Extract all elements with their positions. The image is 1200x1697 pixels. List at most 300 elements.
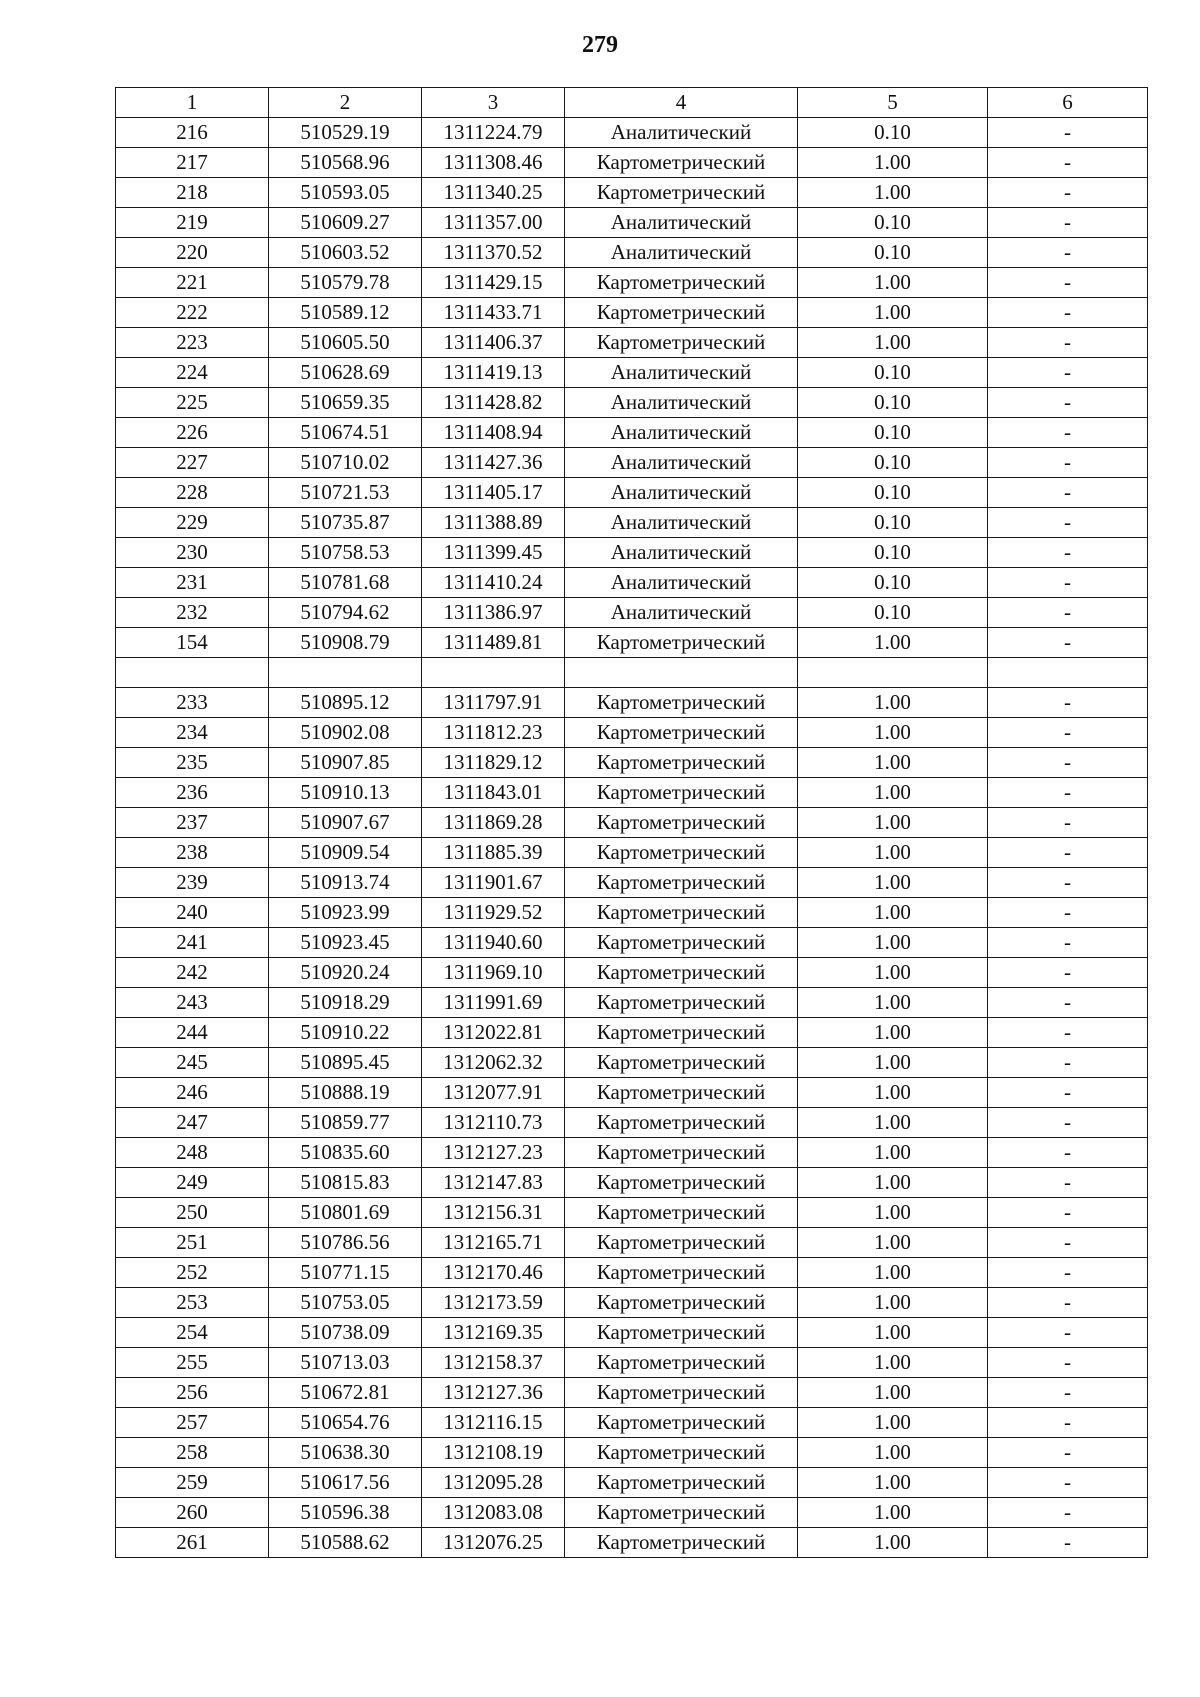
cell-coordinate-y: 1311405.17	[422, 478, 565, 508]
cell-coordinate-x: 510895.12	[269, 688, 422, 718]
cell-point-number: 250	[116, 1198, 269, 1228]
cell-method: Картометрический	[565, 1258, 798, 1288]
table-row	[116, 1408, 1148, 1438]
coordinates-table	[115, 87, 1148, 1558]
table-row	[116, 1468, 1148, 1498]
cell-accuracy: 1.00	[798, 328, 988, 358]
table-row	[116, 1498, 1148, 1528]
table-row	[116, 1288, 1148, 1318]
cell-accuracy: 1.00	[798, 1318, 988, 1348]
cell-method: Аналитический	[565, 208, 798, 238]
cell-coordinate-y: 1311901.67	[422, 868, 565, 898]
cell-method: Картометрический	[565, 148, 798, 178]
cell-point-number	[116, 658, 269, 688]
cell-note: -	[988, 1198, 1148, 1228]
table-row	[116, 658, 1148, 688]
cell-coordinate-x: 510654.76	[269, 1408, 422, 1438]
cell-coordinate-y: 1311308.46	[422, 148, 565, 178]
cell-accuracy: 0.10	[798, 478, 988, 508]
cell-note: -	[988, 268, 1148, 298]
cell-accuracy: 0.10	[798, 538, 988, 568]
cell-coordinate-y: 1311357.00	[422, 208, 565, 238]
cell-point-number: 251	[116, 1228, 269, 1258]
cell-method: Картометрический	[565, 958, 798, 988]
cell-accuracy: 1.00	[798, 808, 988, 838]
cell-note: -	[988, 1048, 1148, 1078]
cell-method: Аналитический	[565, 418, 798, 448]
cell-coordinate-x: 510529.19	[269, 118, 422, 148]
cell-coordinate-x: 510609.27	[269, 208, 422, 238]
cell-accuracy: 1.00	[798, 748, 988, 778]
cell-point-number: 241	[116, 928, 269, 958]
table-row	[116, 1198, 1148, 1228]
cell-method: Картометрический	[565, 1348, 798, 1378]
cell-accuracy: 0.10	[798, 508, 988, 538]
cell-coordinate-x: 510579.78	[269, 268, 422, 298]
cell-coordinate-x: 510907.85	[269, 748, 422, 778]
cell-accuracy: 1.00	[798, 148, 988, 178]
cell-note: -	[988, 778, 1148, 808]
cell-point-number: 240	[116, 898, 269, 928]
cell-accuracy: 1.00	[798, 1288, 988, 1318]
cell-method: Картометрический	[565, 838, 798, 868]
cell-accuracy: 1.00	[798, 1408, 988, 1438]
cell-point-number: 256	[116, 1378, 269, 1408]
cell-point-number: 254	[116, 1318, 269, 1348]
cell-note: -	[988, 1258, 1148, 1288]
cell-coordinate-y: 1312062.32	[422, 1048, 565, 1078]
cell-accuracy: 0.10	[798, 238, 988, 268]
cell-method: Аналитический	[565, 568, 798, 598]
cell-note: -	[988, 508, 1148, 538]
table-row	[116, 868, 1148, 898]
table-row	[116, 1378, 1148, 1408]
cell-coordinate-x: 510758.53	[269, 538, 422, 568]
table-row	[116, 178, 1148, 208]
cell-coordinate-y: 1311797.91	[422, 688, 565, 718]
cell-point-number: 224	[116, 358, 269, 388]
cell-note: -	[988, 1318, 1148, 1348]
cell-accuracy: 1.00	[798, 1378, 988, 1408]
column-header: 3	[422, 88, 565, 118]
cell-coordinate-y: 1311885.39	[422, 838, 565, 868]
cell-coordinate-x: 510920.24	[269, 958, 422, 988]
cell-accuracy: 0.10	[798, 118, 988, 148]
cell-note: -	[988, 868, 1148, 898]
cell-point-number: 225	[116, 388, 269, 418]
table-body	[116, 88, 1148, 1558]
column-header: 4	[565, 88, 798, 118]
cell-coordinate-x: 510913.74	[269, 868, 422, 898]
table-row	[116, 808, 1148, 838]
cell-method: Аналитический	[565, 538, 798, 568]
cell-note: -	[988, 1168, 1148, 1198]
cell-point-number: 232	[116, 598, 269, 628]
cell-coordinate-y: 1311969.10	[422, 958, 565, 988]
cell-note: -	[988, 1378, 1148, 1408]
cell-note: -	[988, 748, 1148, 778]
cell-coordinate-y: 1311812.23	[422, 718, 565, 748]
cell-coordinate-x: 510735.87	[269, 508, 422, 538]
cell-accuracy: 1.00	[798, 868, 988, 898]
cell-coordinate-x: 510596.38	[269, 1498, 422, 1528]
cell-note: -	[988, 718, 1148, 748]
cell-accuracy: 1.00	[798, 1528, 988, 1558]
cell-method: Картометрический	[565, 1108, 798, 1138]
cell-coordinate-x: 510908.79	[269, 628, 422, 658]
cell-coordinate-y: 1312108.19	[422, 1438, 565, 1468]
cell-coordinate-x	[269, 658, 422, 688]
cell-coordinate-x: 510710.02	[269, 448, 422, 478]
cell-point-number: 237	[116, 808, 269, 838]
cell-point-number: 233	[116, 688, 269, 718]
cell-note: -	[988, 208, 1148, 238]
cell-note: -	[988, 538, 1148, 568]
cell-note: -	[988, 118, 1148, 148]
cell-coordinate-x: 510603.52	[269, 238, 422, 268]
cell-point-number: 249	[116, 1168, 269, 1198]
cell-point-number: 221	[116, 268, 269, 298]
cell-note: -	[988, 1468, 1148, 1498]
table-row	[116, 928, 1148, 958]
cell-coordinate-y: 1312170.46	[422, 1258, 565, 1288]
table-row	[116, 298, 1148, 328]
table-row	[116, 1438, 1148, 1468]
cell-method: Картометрический	[565, 1468, 798, 1498]
cell-coordinate-x: 510659.35	[269, 388, 422, 418]
cell-coordinate-x: 510713.03	[269, 1348, 422, 1378]
cell-coordinate-y: 1311410.24	[422, 568, 565, 598]
cell-note: -	[988, 568, 1148, 598]
cell-note: -	[988, 1528, 1148, 1558]
table-row	[116, 958, 1148, 988]
cell-coordinate-x: 510638.30	[269, 1438, 422, 1468]
cell-method: Картометрический	[565, 178, 798, 208]
cell-point-number: 239	[116, 868, 269, 898]
cell-method: Картометрический	[565, 688, 798, 718]
table-row	[116, 208, 1148, 238]
cell-point-number: 216	[116, 118, 269, 148]
cell-coordinate-y: 1311399.45	[422, 538, 565, 568]
table-row	[116, 1018, 1148, 1048]
table-row	[116, 1258, 1148, 1288]
cell-accuracy: 1.00	[798, 928, 988, 958]
cell-method: Картометрический	[565, 1408, 798, 1438]
cell-method: Картометрический	[565, 748, 798, 778]
cell-accuracy: 1.00	[798, 958, 988, 988]
cell-coordinate-x: 510588.62	[269, 1528, 422, 1558]
table-row	[116, 1318, 1148, 1348]
cell-coordinate-y: 1311929.52	[422, 898, 565, 928]
table-row	[116, 1348, 1148, 1378]
cell-point-number: 229	[116, 508, 269, 538]
cell-coordinate-y: 1311340.25	[422, 178, 565, 208]
cell-method: Картометрический	[565, 268, 798, 298]
cell-point-number: 219	[116, 208, 269, 238]
cell-coordinate-y: 1311419.13	[422, 358, 565, 388]
table-row	[116, 1228, 1148, 1258]
cell-note: -	[988, 1078, 1148, 1108]
cell-coordinate-x: 510753.05	[269, 1288, 422, 1318]
cell-method: Картометрический	[565, 1438, 798, 1468]
cell-accuracy: 1.00	[798, 1228, 988, 1258]
cell-method: Картометрический	[565, 1378, 798, 1408]
cell-point-number: 247	[116, 1108, 269, 1138]
cell-coordinate-y: 1311408.94	[422, 418, 565, 448]
cell-point-number: 253	[116, 1288, 269, 1318]
cell-coordinate-y: 1311224.79	[422, 118, 565, 148]
cell-method: Картометрический	[565, 718, 798, 748]
cell-point-number: 259	[116, 1468, 269, 1498]
cell-method: Картометрический	[565, 868, 798, 898]
cell-coordinate-y: 1311991.69	[422, 988, 565, 1018]
cell-point-number: 220	[116, 238, 269, 268]
cell-coordinate-x: 510589.12	[269, 298, 422, 328]
cell-note: -	[988, 1228, 1148, 1258]
cell-method: Картометрический	[565, 1528, 798, 1558]
table-row	[116, 388, 1148, 418]
table-row	[116, 478, 1148, 508]
table-row	[116, 988, 1148, 1018]
table-row	[116, 118, 1148, 148]
cell-note: -	[988, 958, 1148, 988]
cell-point-number: 235	[116, 748, 269, 778]
cell-coordinate-x: 510835.60	[269, 1138, 422, 1168]
cell-coordinate-x: 510593.05	[269, 178, 422, 208]
cell-note: -	[988, 1348, 1148, 1378]
cell-point-number: 261	[116, 1528, 269, 1558]
cell-coordinate-y: 1311429.15	[422, 268, 565, 298]
cell-point-number: 248	[116, 1138, 269, 1168]
cell-coordinate-x: 510628.69	[269, 358, 422, 388]
table-row	[116, 598, 1148, 628]
table-row	[116, 1168, 1148, 1198]
cell-coordinate-x: 510910.22	[269, 1018, 422, 1048]
cell-coordinate-y: 1312173.59	[422, 1288, 565, 1318]
table-row	[116, 718, 1148, 748]
cell-method: Картометрический	[565, 628, 798, 658]
cell-note: -	[988, 1108, 1148, 1138]
cell-accuracy: 1.00	[798, 1138, 988, 1168]
cell-method: Картометрический	[565, 1168, 798, 1198]
cell-coordinate-y	[422, 658, 565, 688]
cell-coordinate-y: 1311427.36	[422, 448, 565, 478]
cell-coordinate-y: 1312158.37	[422, 1348, 565, 1378]
cell-note: -	[988, 238, 1148, 268]
cell-method: Картометрический	[565, 1228, 798, 1258]
cell-accuracy: 1.00	[798, 1438, 988, 1468]
cell-coordinate-x: 510672.81	[269, 1378, 422, 1408]
cell-accuracy: 0.10	[798, 418, 988, 448]
cell-accuracy: 1.00	[798, 1198, 988, 1228]
cell-accuracy: 1.00	[798, 178, 988, 208]
cell-coordinate-x: 510907.67	[269, 808, 422, 838]
cell-note: -	[988, 418, 1148, 448]
cell-method: Картометрический	[565, 928, 798, 958]
cell-accuracy: 1.00	[798, 1468, 988, 1498]
cell-accuracy: 1.00	[798, 1498, 988, 1528]
column-header: 2	[269, 88, 422, 118]
cell-point-number: 228	[116, 478, 269, 508]
table-row	[116, 268, 1148, 298]
cell-note: -	[988, 628, 1148, 658]
table-row	[116, 568, 1148, 598]
cell-note: -	[988, 328, 1148, 358]
table-row	[116, 538, 1148, 568]
cell-point-number: 226	[116, 418, 269, 448]
cell-note: -	[988, 1498, 1148, 1528]
cell-accuracy: 1.00	[798, 628, 988, 658]
cell-coordinate-x: 510902.08	[269, 718, 422, 748]
cell-accuracy: 0.10	[798, 208, 988, 238]
cell-coordinate-y: 1312022.81	[422, 1018, 565, 1048]
table-row	[116, 508, 1148, 538]
cell-method: Картометрический	[565, 1198, 798, 1228]
cell-accuracy: 1.00	[798, 1078, 988, 1108]
cell-note: -	[988, 988, 1148, 1018]
cell-note: -	[988, 178, 1148, 208]
cell-coordinate-y: 1312110.73	[422, 1108, 565, 1138]
cell-coordinate-y: 1311843.01	[422, 778, 565, 808]
cell-note: -	[988, 298, 1148, 328]
cell-note: -	[988, 478, 1148, 508]
cell-coordinate-y: 1312127.23	[422, 1138, 565, 1168]
table-row	[116, 1078, 1148, 1108]
cell-coordinate-y: 1311869.28	[422, 808, 565, 838]
cell-coordinate-x: 510786.56	[269, 1228, 422, 1258]
cell-note: -	[988, 1018, 1148, 1048]
cell-accuracy: 1.00	[798, 778, 988, 808]
cell-accuracy: 1.00	[798, 898, 988, 928]
cell-coordinate-x: 510815.83	[269, 1168, 422, 1198]
cell-coordinate-y: 1311386.97	[422, 598, 565, 628]
cell-method: Аналитический	[565, 238, 798, 268]
cell-coordinate-y: 1312076.25	[422, 1528, 565, 1558]
table-row	[116, 1108, 1148, 1138]
cell-accuracy: 1.00	[798, 1258, 988, 1288]
cell-method: Аналитический	[565, 358, 798, 388]
cell-coordinate-y: 1311428.82	[422, 388, 565, 418]
cell-coordinate-y: 1312083.08	[422, 1498, 565, 1528]
cell-accuracy: 0.10	[798, 448, 988, 478]
cell-accuracy: 0.10	[798, 358, 988, 388]
cell-coordinate-y: 1311940.60	[422, 928, 565, 958]
cell-point-number: 252	[116, 1258, 269, 1288]
table-row	[116, 628, 1148, 658]
table-row	[116, 748, 1148, 778]
cell-coordinate-y: 1311388.89	[422, 508, 565, 538]
cell-coordinate-x: 510568.96	[269, 148, 422, 178]
cell-coordinate-x: 510918.29	[269, 988, 422, 1018]
cell-coordinate-x: 510617.56	[269, 1468, 422, 1498]
cell-accuracy: 1.00	[798, 1168, 988, 1198]
cell-point-number: 154	[116, 628, 269, 658]
cell-accuracy: 1.00	[798, 838, 988, 868]
cell-method: Картометрический	[565, 1498, 798, 1528]
cell-point-number: 257	[116, 1408, 269, 1438]
cell-note: -	[988, 1138, 1148, 1168]
table-row	[116, 1528, 1148, 1558]
cell-method: Картометрический	[565, 1048, 798, 1078]
cell-point-number: 231	[116, 568, 269, 598]
cell-method: Аналитический	[565, 388, 798, 418]
cell-method: Картометрический	[565, 1078, 798, 1108]
cell-point-number: 244	[116, 1018, 269, 1048]
cell-coordinate-x: 510771.15	[269, 1258, 422, 1288]
cell-coordinate-x: 510859.77	[269, 1108, 422, 1138]
cell-method: Аналитический	[565, 118, 798, 148]
cell-coordinate-y: 1312116.15	[422, 1408, 565, 1438]
table-row	[116, 448, 1148, 478]
cell-coordinate-y: 1312147.83	[422, 1168, 565, 1198]
cell-note: -	[988, 1438, 1148, 1468]
cell-note: -	[988, 808, 1148, 838]
cell-accuracy: 0.10	[798, 598, 988, 628]
cell-coordinate-y: 1311370.52	[422, 238, 565, 268]
cell-accuracy: 1.00	[798, 1108, 988, 1138]
cell-coordinate-y: 1312095.28	[422, 1468, 565, 1498]
cell-coordinate-y: 1312169.35	[422, 1318, 565, 1348]
cell-accuracy: 1.00	[798, 268, 988, 298]
table-row	[116, 778, 1148, 808]
cell-note: -	[988, 388, 1148, 418]
table-row	[116, 1048, 1148, 1078]
cell-coordinate-y: 1311829.12	[422, 748, 565, 778]
cell-point-number: 255	[116, 1348, 269, 1378]
cell-note: -	[988, 598, 1148, 628]
cell-accuracy: 0.10	[798, 568, 988, 598]
cell-point-number: 236	[116, 778, 269, 808]
column-header: 1	[116, 88, 269, 118]
table-row	[116, 418, 1148, 448]
cell-coordinate-x: 510909.54	[269, 838, 422, 868]
page-number: 279	[582, 32, 618, 58]
cell-coordinate-x: 510794.62	[269, 598, 422, 628]
cell-method: Картометрический	[565, 1138, 798, 1168]
table-row	[116, 1138, 1148, 1168]
table-row	[116, 328, 1148, 358]
cell-coordinate-x: 510721.53	[269, 478, 422, 508]
cell-accuracy: 1.00	[798, 298, 988, 328]
cell-method: Аналитический	[565, 478, 798, 508]
cell-point-number: 234	[116, 718, 269, 748]
cell-method: Картометрический	[565, 808, 798, 838]
cell-accuracy: 1.00	[798, 1348, 988, 1378]
table-row	[116, 838, 1148, 868]
cell-point-number: 260	[116, 1498, 269, 1528]
cell-coordinate-y: 1311489.81	[422, 628, 565, 658]
cell-note: -	[988, 928, 1148, 958]
table-row	[116, 688, 1148, 718]
cell-method: Картометрический	[565, 988, 798, 1018]
cell-coordinate-x: 510738.09	[269, 1318, 422, 1348]
cell-coordinate-x: 510895.45	[269, 1048, 422, 1078]
cell-note: -	[988, 1408, 1148, 1438]
cell-accuracy: 1.00	[798, 718, 988, 748]
cell-coordinate-x: 510923.45	[269, 928, 422, 958]
table-row	[116, 358, 1148, 388]
cell-method	[565, 658, 798, 688]
cell-method: Аналитический	[565, 508, 798, 538]
cell-note: -	[988, 838, 1148, 868]
cell-method: Аналитический	[565, 598, 798, 628]
cell-coordinate-x: 510923.99	[269, 898, 422, 928]
cell-point-number: 218	[116, 178, 269, 208]
cell-method: Картометрический	[565, 298, 798, 328]
cell-point-number: 258	[116, 1438, 269, 1468]
cell-point-number: 217	[116, 148, 269, 178]
table-row	[116, 148, 1148, 178]
